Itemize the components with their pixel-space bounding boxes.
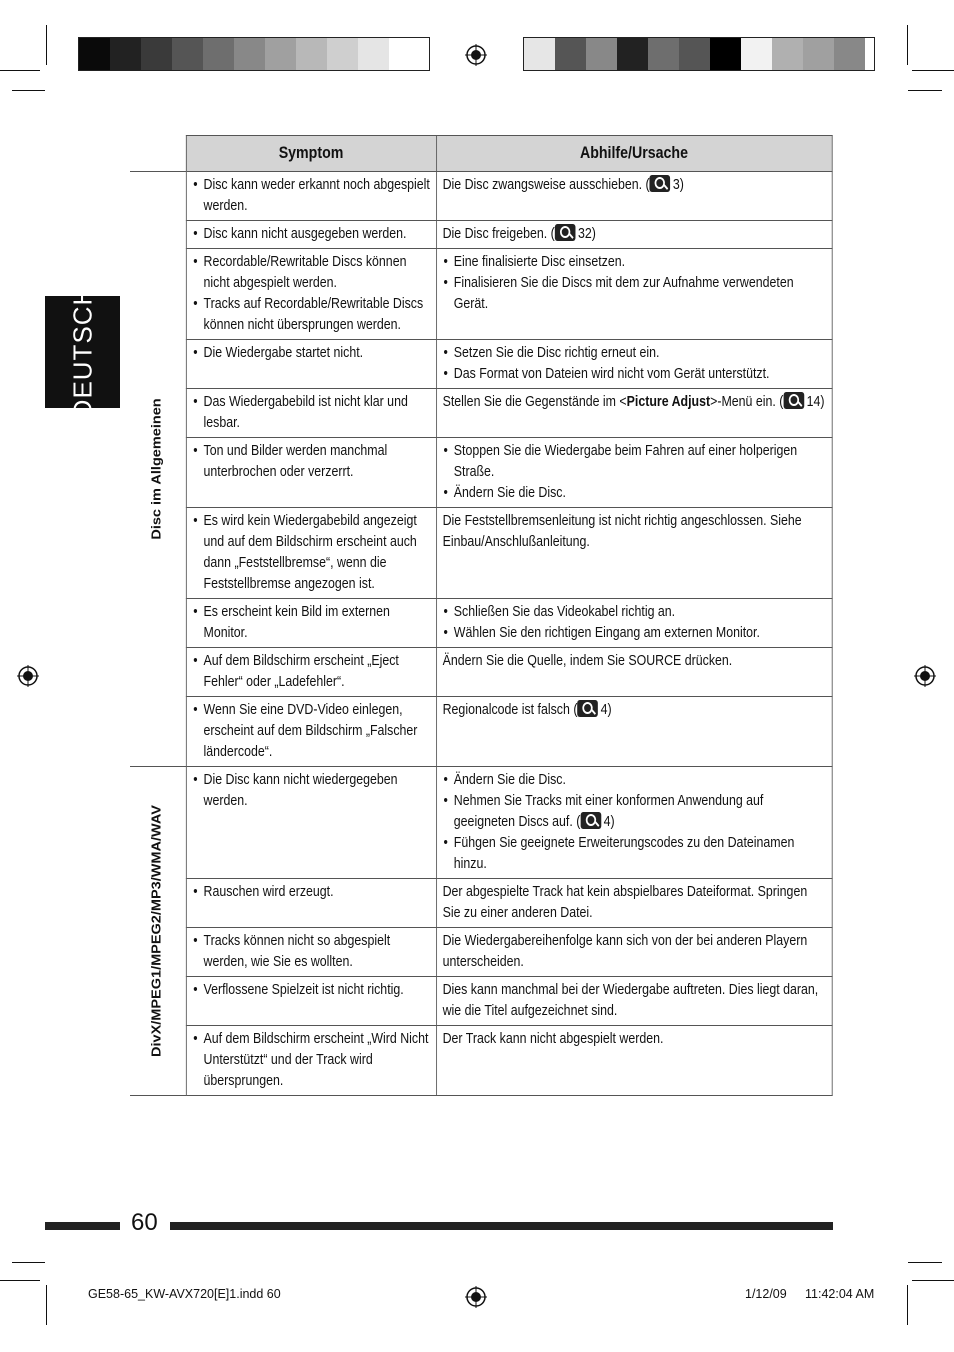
remedy-cell: [436, 977, 832, 1026]
table-row: [130, 389, 832, 438]
remedy-cell: [436, 1026, 832, 1096]
symptom-item: • Recordable/Rewritable Discs können nicht abgespielt werden.: [192, 252, 430, 294]
symptom-cell: [186, 648, 436, 697]
remedy-item: • Schließen Sie das Videokabel richtig an.: [443, 602, 827, 623]
remedy-cell: [436, 249, 832, 340]
symptom-item: • Ton und Bilder werden manchmal unterbrochen oder verzerrt.: [192, 441, 430, 483]
grayscale-bar-right: [523, 37, 875, 71]
symptom-item: • Das Wiedergabebild ist nicht klar und lesbar.: [192, 392, 430, 434]
symptom-cell: [186, 249, 436, 340]
crop-mark: [912, 1280, 954, 1281]
print-date: 1/12/09: [745, 1287, 787, 1301]
remedy-cell: [436, 221, 832, 249]
symptom-item: • Verflossene Spielzeit ist nicht richtig.: [192, 980, 430, 1001]
page-reference: 32): [577, 226, 596, 242]
remedy-text: Regionalcode ist falsch (: [442, 702, 578, 718]
crop-mark: [907, 1285, 908, 1325]
file-slug: GE58-65_KW-AVX720[E]1.indd 60: [88, 1287, 281, 1301]
registration-mark-icon: [17, 665, 39, 687]
table-header-row: [130, 136, 832, 172]
header-spacer: [130, 136, 186, 172]
registration-mark-icon: [465, 44, 487, 66]
table-row: [130, 977, 832, 1026]
remedy-cell: [436, 928, 832, 977]
category-label: DivX/MPEG1/MPEG2/MP3/WMA/WAV: [150, 805, 165, 1057]
symptom-cell: [186, 697, 436, 767]
page-reference-icon: [577, 700, 598, 717]
page-reference: 4): [603, 814, 615, 830]
registration-mark-icon: [465, 1286, 487, 1308]
symptom-item: • Tracks auf Recordable/Rewritable Discs können nicht übersprungen werden.: [192, 294, 430, 336]
remedy-cell: [436, 340, 832, 389]
remedy-cell: [436, 767, 832, 879]
page-reference-icon: [555, 224, 576, 241]
remedy-text: Dies kann manchmal bei der Wiedergabe auftreten. Dies liegt daran, wie die Titel aufgezeichnet sind.: [442, 982, 819, 1019]
menu-name: Picture Adjust: [626, 394, 711, 410]
remedy-cell: [436, 697, 832, 767]
table-row: [130, 879, 832, 928]
symptom-item: • Disc kann nicht ausgegeben werden.: [192, 224, 430, 245]
remedy-cell: [436, 172, 832, 221]
category-label: Disc im Allgemeinen: [150, 398, 165, 540]
crop-mark: [908, 1262, 942, 1263]
table-row: [130, 438, 832, 508]
table-row: [130, 221, 832, 249]
remedy-text: Ändern Sie die Quelle, indem Sie SOURCE drücken.: [442, 653, 733, 669]
symptom-cell: [186, 172, 436, 221]
remedy-text: >-Menü ein. (: [710, 394, 784, 410]
remedy-text: Die Wiedergabereihenfolge kann sich von der bei anderen Playern unterscheiden.: [442, 933, 808, 970]
crop-mark: [0, 70, 40, 71]
remedy-text: Der abgespielte Track hat kein abspielbares Dateiformat. Springen Sie zu einer anderen Datei.: [442, 884, 808, 921]
symptom-item: • Tracks können nicht so abgespielt werden, wie Sie es wollten.: [192, 931, 430, 973]
table-row: [130, 249, 832, 340]
header-remedy: Abhilfe/Ursache: [436, 136, 832, 172]
symptom-item: • Wenn Sie eine DVD-Video einlegen, erscheint auf dem Bildschirm „Falscher ländercode“.: [192, 700, 430, 763]
crop-mark: [46, 25, 47, 65]
remedy-item: • Fühgen Sie geeignete Erweiterungscodes zu den Dateinamen hinzu.: [443, 833, 827, 875]
crop-mark: [912, 70, 954, 71]
page-reference-icon: [783, 392, 804, 409]
crop-mark: [908, 90, 942, 91]
symptom-cell: [186, 221, 436, 249]
symptom-item: • Es wird kein Wiedergabebild angezeigt und auf dem Bildschirm erscheint auch dann „Feststellbremse“, wenn die Feststellbremse angezogen ist.: [192, 511, 430, 595]
category-cell: [130, 767, 186, 1096]
symptom-cell: [186, 879, 436, 928]
symptom-cell: [186, 977, 436, 1026]
remedy-text: Der Track kann nicht abgespielt werden.: [442, 1031, 664, 1047]
grayscale-bar-left: [78, 37, 430, 71]
page-reference-icon: [580, 812, 601, 829]
registration-mark-icon: [914, 665, 936, 687]
symptom-item: • Die Wiedergabe startet nicht.: [192, 343, 430, 364]
footer-rule-left: [45, 1222, 120, 1230]
language-tab: [45, 285, 120, 419]
symptom-cell: [186, 389, 436, 438]
page-number: 60: [131, 1209, 158, 1236]
category-cell: [130, 172, 186, 767]
symptom-cell: [186, 928, 436, 977]
page-reference: 3): [672, 177, 684, 193]
remedy-item: • Eine finalisierte Disc einsetzen.: [443, 252, 827, 273]
remedy-text: Die Feststellbremsenleitung ist nicht richtig angeschlossen. Siehe Einbau/Anschlußanleitung.: [442, 513, 802, 550]
remedy-cell: [436, 508, 832, 599]
remedy-cell: [436, 599, 832, 648]
print-time: 11:42:04 AM: [805, 1287, 875, 1301]
table-row: [130, 928, 832, 977]
remedy-cell: [436, 648, 832, 697]
remedy-item: • Setzen Sie die Disc richtig erneut ein.: [443, 343, 827, 364]
remedy-text: Die Disc freigeben. (: [442, 226, 555, 242]
crop-mark: [907, 25, 908, 65]
table-row: [130, 767, 832, 879]
table-row: [130, 648, 832, 697]
symptom-item: • Es erscheint kein Bild im externen Monitor.: [192, 602, 430, 644]
symptom-item: • Rauschen wird erzeugt.: [192, 882, 430, 903]
language-tab-label: DEUTSCH: [67, 285, 97, 419]
remedy-text: Nehmen Sie Tracks mit einer konformen Anwendung auf geeigneten Discs auf. (: [453, 793, 764, 830]
header-symptom: Symptom: [186, 136, 436, 172]
table-row: [130, 340, 832, 389]
remedy-cell: [436, 438, 832, 508]
page-reference-icon: [650, 175, 671, 192]
troubleshooting-table: [130, 135, 832, 1096]
remedy-item: • Ändern Sie die Disc.: [443, 770, 827, 791]
symptom-item: • Auf dem Bildschirm erscheint „Wird Nicht Unterstützt“ und der Track wird übersprungen.: [192, 1029, 430, 1092]
crop-mark: [0, 1280, 40, 1281]
remedy-text: Die Disc zwangsweise ausschieben. (: [442, 177, 650, 193]
remedy-cell: [436, 879, 832, 928]
symptom-cell: [186, 438, 436, 508]
page-reference: 14): [806, 394, 825, 410]
remedy-item: • Das Format von Dateien wird nicht vom Gerät unterstützt.: [443, 364, 827, 385]
footer-rule-right: [170, 1222, 833, 1230]
symptom-cell: [186, 1026, 436, 1096]
symptom-item: • Auf dem Bildschirm erscheint „Eject Fehler“ oder „Ladefehler“.: [192, 651, 430, 693]
remedy-text: Stellen Sie die Gegenstände im <: [442, 394, 627, 410]
table-row: [130, 508, 832, 599]
crop-mark: [12, 90, 45, 91]
crop-mark: [12, 1262, 45, 1263]
symptom-cell: [186, 508, 436, 599]
remedy-cell: [436, 389, 832, 438]
remedy-item: • Ändern Sie die Disc.: [443, 483, 827, 504]
page-reference: 4): [600, 702, 612, 718]
remedy-item: • Stoppen Sie die Wiedergabe beim Fahren auf einer holperigen Straße.: [443, 441, 827, 483]
remedy-item: • Finalisieren Sie die Discs mit dem zur Aufnahme verwendeten Gerät.: [443, 273, 827, 315]
crop-mark: [46, 1285, 47, 1325]
remedy-item: [443, 791, 827, 833]
table-row: [130, 697, 832, 767]
table-row: [130, 1026, 832, 1096]
symptom-cell: [186, 767, 436, 879]
symptom-item: • Disc kann weder erkannt noch abgespielt werden.: [192, 175, 430, 217]
symptom-item: • Die Disc kann nicht wiedergegeben werden.: [192, 770, 430, 812]
symptom-cell: [186, 340, 436, 389]
remedy-item: • Wählen Sie den richtigen Eingang am externen Monitor.: [443, 623, 827, 644]
symptom-cell: [186, 599, 436, 648]
table-row: [130, 172, 832, 221]
table-row: [130, 599, 832, 648]
